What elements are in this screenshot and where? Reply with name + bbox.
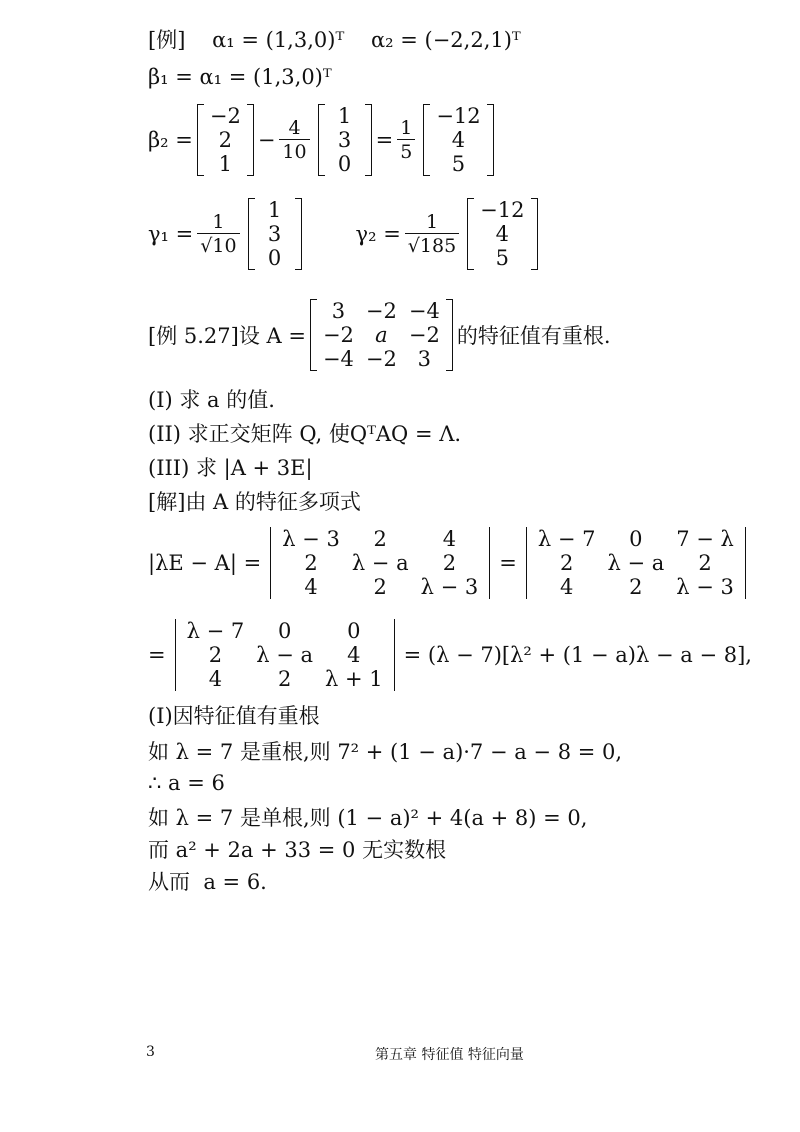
matrix-entry: 3 (417, 347, 432, 371)
vector-entry: −12 (436, 104, 481, 128)
matrix-entry: −2 (322, 323, 354, 347)
beta2-line (148, 98, 498, 182)
matrix-entry: −2 (365, 299, 397, 323)
det-eq: = (499, 551, 517, 575)
det-entry: 7 − λ (676, 527, 734, 551)
beta1-line (148, 56, 332, 98)
beta2-vector-1 (197, 104, 254, 176)
minus-sign: − (257, 128, 276, 152)
det-entry: 4 (559, 575, 574, 599)
vector-entry: 3 (267, 222, 282, 246)
det-entry: 2 (373, 575, 387, 599)
vector-entry: 5 (451, 152, 466, 176)
solution-intro: [解]由 A 的特征多项式 (148, 490, 361, 514)
det-entry: 0 (277, 619, 292, 643)
determinant-1 (265, 527, 495, 599)
gamma1-vector (248, 198, 302, 270)
det-entry: λ − a (256, 643, 314, 667)
solution-line (148, 480, 361, 522)
det-entry: 2 (304, 551, 318, 575)
gamma2-vector (467, 198, 537, 270)
det-entry: λ + 1 (325, 667, 383, 691)
example-header-line (148, 18, 521, 60)
gamma1-lhs: γ₁ = (148, 222, 194, 246)
beta1-text: β₁ = α₁ = (1,3,0)ᵀ (148, 65, 332, 89)
matrix-entry: −4 (408, 299, 440, 323)
det-entry: 2 (559, 551, 574, 575)
part-i-line-6 (148, 860, 267, 902)
part-i-text-6: 从而 a = 6. (148, 870, 267, 894)
vector-entry: 5 (495, 246, 510, 270)
beta2-vector-3 (423, 104, 493, 176)
det3-rhs: = (λ − 7)[λ² + (1 − a)λ − a − 8], (403, 643, 752, 667)
det-entry: 4 (347, 643, 361, 667)
question-2: (II) 求正交矩阵 Q, 使QᵀAQ = Λ. (148, 422, 462, 446)
matrix-entry: −4 (322, 347, 354, 371)
det-entry: 4 (304, 575, 318, 599)
det-entry: 2 (373, 527, 387, 551)
det-entry: 2 (629, 575, 643, 599)
vector-entry: 4 (495, 222, 510, 246)
det-entry: λ − 7 (186, 619, 245, 643)
example-527-line (148, 292, 611, 378)
vector-entry: 4 (451, 128, 466, 152)
fraction-1-sqrt185: $\frac{1}{√185}$ (405, 211, 459, 257)
part-i-text-5: 而 a² + 2a + 33 = 0 无实数根 (148, 838, 447, 862)
page-number: 3 (146, 1044, 155, 1060)
vector-entry: 0 (267, 246, 282, 270)
matrix-entry: 3 (331, 299, 346, 323)
det-entry: λ − 7 (537, 527, 596, 551)
det-entry: λ − 3 (420, 575, 479, 599)
vector-entry: 3 (337, 128, 352, 152)
vector-entry: −12 (480, 198, 525, 222)
determinant-line-1 (148, 518, 755, 608)
det-entry: 4 (208, 667, 223, 691)
determinant-2 (521, 527, 751, 599)
matrix-entry: −2 (408, 323, 440, 347)
det-entry: 2 (442, 551, 457, 575)
matrix-entry: a (375, 323, 388, 347)
gamma-line (148, 192, 542, 276)
chapter-footer: 第五章 特征值 特征向量 (375, 1047, 524, 1063)
det-entry: λ − a (351, 551, 409, 575)
vector-entry: 1 (267, 198, 282, 222)
vector-entry: 1 (337, 104, 352, 128)
det-entry: 0 (347, 619, 361, 643)
part-i-text-4: 如 λ = 7 是单根,则 (1 − a)² + 4(a + 8) = 0, (148, 806, 588, 830)
determinant-line-2 (148, 610, 752, 700)
question-3: (III) 求 |A + 3E| (148, 456, 313, 480)
det-entry: λ − 3 (282, 527, 340, 551)
fraction-4-10: $\frac{4}{10}$ (279, 117, 309, 163)
det-entry: 0 (629, 527, 643, 551)
question-1: (I) 求 a 的值. (148, 388, 275, 412)
det3-lhs: = (148, 643, 166, 667)
equals-sign: = (375, 128, 394, 152)
part-i-text-2: 如 λ = 7 是重根,则 7² + (1 − a)·7 − a − 8 = 0, (148, 740, 623, 764)
alpha-vectors-text: [例] α₁ = (1,3,0)ᵀ α₂ = (−2,2,1)ᵀ (148, 28, 521, 52)
det-entry: 2 (698, 551, 712, 575)
det-entry: 4 (442, 527, 457, 551)
part-i-text-1: (I)因特征值有重根 (148, 704, 320, 728)
fraction-1-sqrt10: $\frac{1}{√10}$ (197, 211, 239, 257)
example-527-head: [例 5.27]设 A = (148, 324, 306, 348)
det-lhs: |λE − A| = (148, 551, 262, 575)
example-527-tail: 的特征值有重根. (456, 324, 611, 348)
det-entry: λ − a (607, 551, 665, 575)
beta2-lhs: β₂ = (148, 128, 193, 152)
vector-entry: 2 (218, 128, 233, 152)
matrix-entry: −2 (365, 347, 397, 371)
matrix-a (310, 299, 453, 371)
beta2-vector-2 (318, 104, 372, 176)
vector-entry: 0 (337, 152, 352, 176)
det-entry: λ − 3 (676, 575, 734, 599)
gamma2-lhs: γ₂ = (355, 222, 401, 246)
det-entry: 2 (277, 667, 292, 691)
det-entry: 2 (208, 643, 223, 667)
determinant-3 (170, 619, 400, 691)
vector-entry: −2 (209, 104, 241, 128)
part-i-text-3: ∴ a = 6 (148, 771, 225, 795)
vector-entry: 1 (218, 152, 233, 176)
fraction-1-5: $\frac{1}{5}$ (397, 117, 415, 163)
